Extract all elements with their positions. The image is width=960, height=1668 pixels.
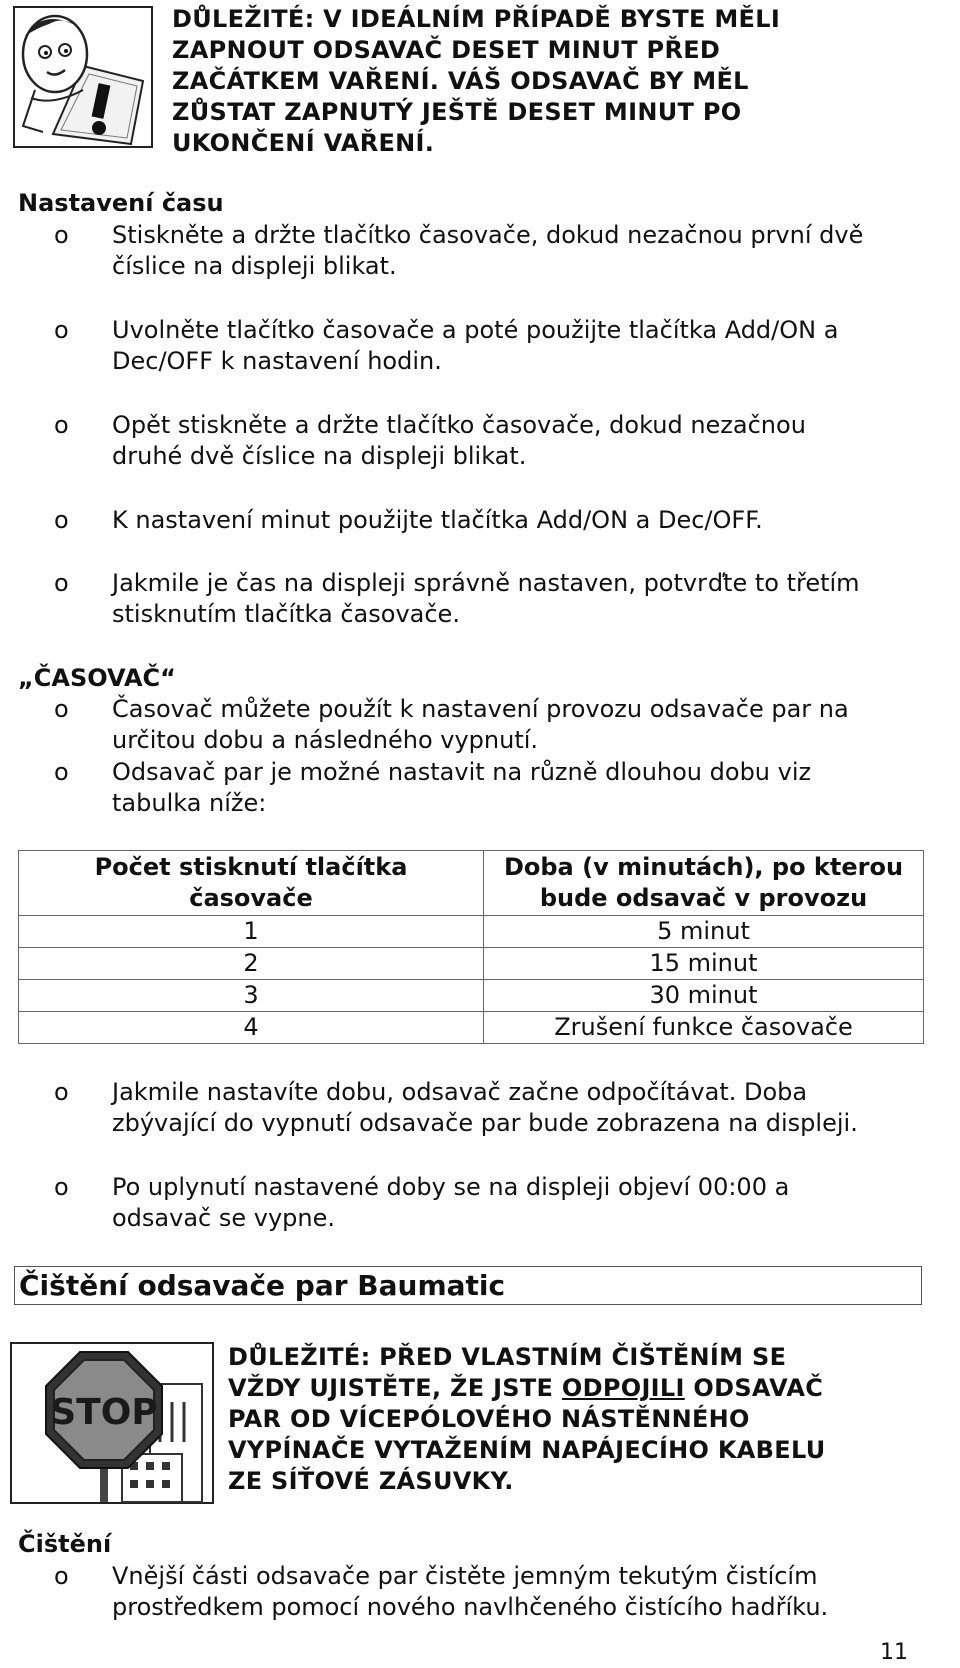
table-cell: 3 — [19, 980, 484, 1012]
stop-sign-label: STOP — [50, 1392, 158, 1433]
table-row — [19, 980, 924, 1012]
timer-table — [18, 850, 924, 1044]
timer-heading: „ČASOVAČ“ — [18, 664, 176, 692]
cleaning-subheading: Čištění — [18, 1530, 112, 1558]
stop-sign-icon — [10, 1342, 214, 1504]
table-cell: 15 minut — [484, 948, 924, 980]
table-header-presses: Počet stisknutí tlačítka časovače — [19, 851, 484, 916]
table-cell: 2 — [19, 948, 484, 980]
cleaning-section-title: Čištění odsavače par Baumatic — [14, 1266, 922, 1305]
table-header-row — [19, 851, 924, 916]
table-header-duration: Doba (v minutách), po kterou bude odsavač v provozu — [484, 851, 924, 916]
table-row — [19, 1012, 924, 1044]
important-note-top: DŮLEŽITÉ: V IDEÁLNÍM PŘÍPADĚ BYSTE MĚLI ZAPNOUT ODSAVAČ DESET MINUT PŘED ZAČÁTKEM VAŘENÍ. VÁŠ ODSAVAČ BY MĚL ZŮSTAT ZAPNUTÝ JEŠTĚ DESET MINUT PO UKONČENÍ VAŘENÍ. — [172, 5, 781, 157]
table-cell: 5 minut — [484, 916, 924, 948]
table-cell: 4 — [19, 1012, 484, 1044]
time-setting-heading: Nastavení času — [18, 189, 224, 217]
warning-illustration-icon — [13, 6, 153, 148]
important-note-cleaning: DŮLEŽITÉ: PŘED VLASTNÍM ČIŠTĚNÍM SE VŽDY UJISTĚTE, ŽE JSTE ODPOJILI ODSAVAČ PAR OD VÍCEPÓLOVÉHO NÁSTĚNNÉHO VYPÍNAČE VYTAŽENÍM NAPÁJECÍHO KABELU ZE SÍŤOVÉ ZÁSUVKY. — [228, 1343, 826, 1495]
table-row — [19, 916, 924, 948]
table-cell: Zrušení funkce časovače — [484, 1012, 924, 1044]
table-cell: 1 — [19, 916, 484, 948]
page-number: 11 — [880, 1640, 908, 1665]
table-row — [19, 948, 924, 980]
table-cell: 30 minut — [484, 980, 924, 1012]
